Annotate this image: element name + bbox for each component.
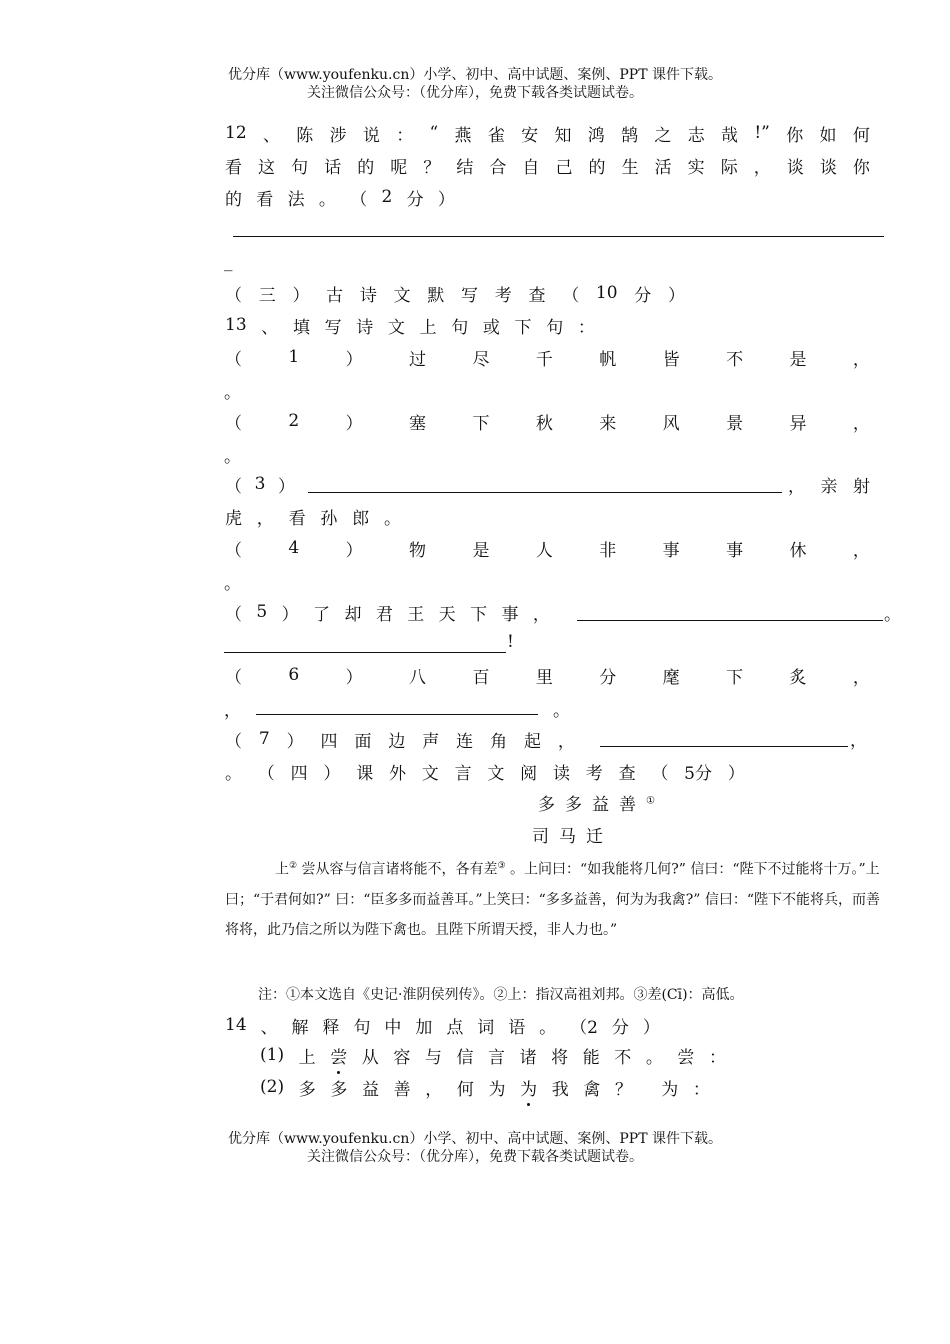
glyph: 人 [535,540,553,561]
q13-item7 [225,726,575,752]
glyph: 物 [409,540,427,561]
glyph: 孙 [320,508,338,529]
glyph: !” [754,123,770,143]
section4-title [225,758,745,784]
glyph: 考 [585,763,603,784]
glyph: ） [292,285,310,306]
q13-item7-blank[interactable] [600,728,848,747]
glyph: 是 [789,349,807,370]
glyph: 声 [422,731,440,752]
q13-item4 [225,535,870,561]
glyph: ） [667,285,685,306]
glyph: 郎 [352,508,370,529]
q13-item5 [225,599,550,625]
passage-body: 上② 尝从容与信言诸将能不，各有差③ 。上问曰：“如我能将几何?” 信曰：“陛下不过能将十万。”上曰；“于君何如?” 曰：“臣多多而益善耳。”上笑曰：“多多益善，何为为我禽?” 信曰：“陛下不能将兵，而善将将，此乃信之所以为陛下禽也。且陛下所谓天授，非人力也。” [225,861,881,938]
glyph: 5 [256,602,268,622]
glyph: 边 [388,731,406,752]
glyph: 。 [383,508,401,529]
glyph: 查 [528,285,546,306]
page-header-line1: 优分库（www.youfenku.cn）小学、初中、高中试题、案例、PPT 课件下载。 [227,67,722,83]
glyph: ） [345,349,363,370]
glyph: 说 [362,125,380,146]
glyph: 句 [546,317,564,338]
glyph: ， [852,667,870,688]
glyph: 秋 [535,413,553,434]
glyph: 文 [387,317,405,338]
glyph: 语 [508,1017,526,1038]
glyph: 虎 [225,508,242,529]
glyph: （ [225,667,242,688]
glyph: 读 [552,763,570,784]
glyph: 生 [621,157,639,178]
q13-item7-end: ， [850,731,867,751]
glyph: 三 [258,285,276,306]
glyph: 10 [595,283,618,303]
glyph: 陈 [296,125,314,146]
glyph: 句 [353,1017,371,1038]
q14-stem [225,1012,660,1038]
glyph: ： [692,1079,710,1100]
glyph: ） [642,1017,660,1038]
glyph: 非 [599,540,617,561]
q13-stem [225,312,595,338]
glyph: 八 [409,667,427,688]
q13-item3-line2 [225,503,401,529]
glyph: （ [225,285,242,306]
glyph: 。 [318,189,336,210]
glyph: ， [753,157,771,178]
glyph: 诗 [359,285,377,306]
glyph: 百 [472,667,490,688]
q13-item2-end: 。 [224,447,241,467]
q13-item6-line2-start: ， [224,701,241,721]
q12-line1 [225,120,870,146]
q13-item3-head [225,471,295,497]
glyph: 事 [501,604,519,625]
glyph: 风 [662,413,680,434]
glyph: 己 [555,157,573,178]
glyph: 帆 [599,349,617,370]
glyph: （ [257,763,275,784]
q13-item4-end: 。 [224,574,241,594]
glyph: 14 [225,1015,247,1035]
glyph: 为 [661,1079,679,1100]
glyph: ） [281,604,299,625]
glyph: 解 [291,1017,309,1038]
glyph: 课 [356,763,374,784]
glyph: ， [425,1079,443,1100]
glyph: 里 [535,667,553,688]
glyph: 中 [384,1017,402,1038]
glyph: 事 [662,540,680,561]
glyph: （2 [570,1017,598,1038]
glyph: （ [562,285,580,306]
passage-title: 多多益善① [538,795,655,815]
glyph: (1) [260,1045,285,1065]
q13-item6-line2-end: 。 [553,701,570,721]
glyph: 写 [324,317,342,338]
glyph: 是 [472,540,490,561]
glyph: ： [708,1047,726,1068]
glyph: ， [852,349,870,370]
glyph: 不 [614,1047,632,1068]
glyph: （ [225,413,242,434]
glyph: 何 [456,1079,474,1100]
glyph: 了 [313,604,331,625]
glyph: 文 [487,763,505,784]
glyph: ， [557,731,575,752]
glyph: 上 [298,1047,316,1068]
glyph: 填 [292,317,310,338]
q12-answer-blank[interactable] [233,218,884,237]
glyph: 默 [427,285,445,306]
glyph: 善 [393,1079,411,1100]
q13-item2 [225,408,870,434]
glyph: 过 [409,349,427,370]
glyph: 结 [456,157,474,178]
q13-item1-end: 。 [224,383,241,403]
glyph: 下 [472,413,490,434]
glyph: 言 [454,763,472,784]
q13-item1 [225,344,870,370]
q13-item5-end: 。 [884,605,901,625]
glyph: 从 [361,1047,379,1068]
glyph: 四 [320,731,338,752]
glyph: 活 [654,157,672,178]
q12-trail: _ [224,252,233,272]
page-header-line2: 关注微信公众号：（优分库），免费下载各类试题试卷。 [307,85,643,101]
glyph: 信 [456,1047,474,1068]
glyph: 的 [588,157,606,178]
glyph: 角 [490,731,508,752]
glyph: 容 [393,1047,411,1068]
page-footer-line1: 优分库（www.youfenku.cn）小学、初中、高中试题、案例、PPT 课件下载。 [227,1131,722,1147]
glyph: 下 [514,317,532,338]
glyph: ） [286,731,304,752]
q14-sub1 [260,1042,726,1068]
glyph: 如 [819,125,837,146]
glyph: 志 [687,125,705,146]
glyph: 文 [393,285,411,306]
glyph: 实 [687,157,705,178]
glyph: （ [225,604,242,625]
glyph: 皆 [662,349,680,370]
q13-item6 [225,662,870,688]
q13-item5-line2-end: ! [507,632,514,652]
glyph: 连 [456,731,474,752]
glyph: ） [727,763,745,784]
glyph: 13 [225,315,247,335]
glyph: 亲 [820,476,838,497]
glyph: 言 [488,1047,506,1068]
glyph: 我 [551,1079,569,1100]
page-footer-line2: 关注微信公众号：（优分库），免费下载各类试题试卷。 [307,1149,643,1165]
glyph: 禽 [583,1079,601,1100]
glyph: 分 [599,667,617,688]
glyph: 古 [326,285,344,306]
glyph: 自 [522,157,540,178]
q13-item3-tail [788,471,870,497]
glyph: 下 [726,667,744,688]
glyph: 为 [488,1079,506,1100]
glyph: 看 [288,508,306,529]
glyph: 事 [726,540,744,561]
glyph: 2 [381,187,393,207]
glyph: 看 [256,189,274,210]
glyph: 却 [344,604,362,625]
glyph: 话 [324,157,342,178]
glyph: 起 [523,731,541,752]
glyph: 你 [786,125,804,146]
glyph: 4 [288,538,300,558]
glyph: ） [345,667,363,688]
glyph: 考 [494,285,512,306]
glyph: 查 [618,763,636,784]
glyph: ？ [614,1079,632,1100]
glyph: 鸿 [587,125,605,146]
glyph: 下 [470,604,488,625]
glyph: ， [852,540,870,561]
glyph: 涉 [329,125,347,146]
glyph: 词 [477,1017,495,1038]
glyph: ？ [423,157,441,178]
glyph: 、 [261,317,279,338]
glyph: 诸 [519,1047,537,1068]
glyph: ） [323,763,341,784]
glyph: 的 [357,157,375,178]
glyph: 合 [489,157,507,178]
glyph: 哉 [721,125,739,146]
glyph: 或 [482,317,500,338]
glyph: 多 [298,1079,316,1100]
glyph: 句 [291,157,309,178]
glyph: 2 [288,411,300,431]
glyph: （ [225,731,242,752]
glyph: 3 [254,474,266,494]
glyph: 雀 [487,125,505,146]
glyph: 。 [539,1017,557,1038]
glyph: 燕 [454,125,472,146]
passage-notes: 注：①本文选自《史记·淮阴侯列传》。②上：指汉高祖刘邦。③差(Cī)：高低。 [258,987,744,1003]
glyph: 加 [415,1017,433,1038]
glyph: 写 [461,285,479,306]
q12-line2 [225,152,870,178]
glyph: 、 [262,125,280,146]
glyph: 你 [852,157,870,178]
glyph: 知 [554,125,572,146]
glyph: 异 [789,413,807,434]
glyph: 外 [388,763,406,784]
glyph: ， [852,413,870,434]
glyph: 尝 [330,1043,347,1068]
glyph: ） [437,189,455,210]
glyph: 分 [634,285,652,306]
q13-item5-blank[interactable] [577,602,883,621]
glyph: 多 [330,1079,348,1100]
glyph: 12 [225,123,247,143]
glyph: 际 [720,157,738,178]
glyph: 的 [225,189,242,210]
glyph: 谈 [819,157,837,178]
glyph: ， [788,476,805,497]
glyph: 何 [852,125,870,146]
glyph: ， [256,508,274,529]
glyph: 之 [654,125,672,146]
glyph: 天 [438,604,456,625]
glyph: 句 [451,317,469,338]
glyph: 为 [520,1075,537,1100]
glyph: 益 [361,1079,379,1100]
glyph: 能 [582,1047,600,1068]
glyph: 休 [789,540,807,561]
glyph: 千 [535,349,553,370]
glyph: ） [345,413,363,434]
q13-item6-blank[interactable] [256,696,538,715]
q13-item5-blank2[interactable] [224,634,506,653]
glyph: 7 [258,729,270,749]
glyph: ） [345,540,363,561]
glyph: 四 [290,763,308,784]
glyph: 5分 [684,763,712,784]
glyph: ： [577,317,595,338]
glyph: 尝 [677,1047,695,1068]
glyph: 炙 [789,667,807,688]
glyph: 阅 [520,763,538,784]
glyph: （ [225,540,242,561]
glyph: （ [225,349,242,370]
glyph: 文 [421,763,439,784]
glyph: 塞 [409,413,427,434]
q13-item3-blank[interactable] [308,474,782,493]
glyph: 安 [521,125,539,146]
glyph: 鹄 [621,125,639,146]
q12-line3 [225,184,455,210]
glyph: （ [350,189,368,210]
glyph: 与 [424,1047,442,1068]
glyph: 麾 [662,667,680,688]
glyph: （ [225,476,242,497]
q14-sub2 [260,1074,710,1100]
glyph: “ [429,123,439,143]
glyph: 上 [419,317,437,338]
glyph: 射 [853,476,870,497]
glyph: 法 [287,189,305,210]
glyph: 不 [726,349,744,370]
glyph: 王 [407,604,425,625]
glyph: 谈 [786,157,804,178]
glyph: 面 [354,731,372,752]
glyph: (2) [260,1077,285,1097]
glyph: 来 [599,413,617,434]
glyph: 点 [446,1017,464,1038]
section3-title [225,280,685,306]
glyph: 景 [726,413,744,434]
passage-title-note: ① [646,795,655,807]
glyph: ， [532,604,550,625]
glyph: 这 [258,157,276,178]
glyph: 呢 [390,157,408,178]
glyph: 释 [322,1017,340,1038]
glyph: 将 [551,1047,569,1068]
passage-author: 司马迁 [532,827,613,847]
glyph: 、 [260,1017,278,1038]
glyph: 尽 [472,349,490,370]
glyph: 君 [375,604,393,625]
glyph: ） [277,476,295,497]
glyph: 6 [288,665,300,685]
glyph: 看 [225,157,242,178]
glyph: 1 [288,347,300,367]
glyph: 。 [225,763,242,784]
glyph: 分 [406,189,424,210]
glyph: （ [651,763,669,784]
glyph: 。 [645,1047,663,1068]
glyph: 分 [611,1017,629,1038]
glyph: ： [396,125,414,146]
glyph: 诗 [356,317,374,338]
